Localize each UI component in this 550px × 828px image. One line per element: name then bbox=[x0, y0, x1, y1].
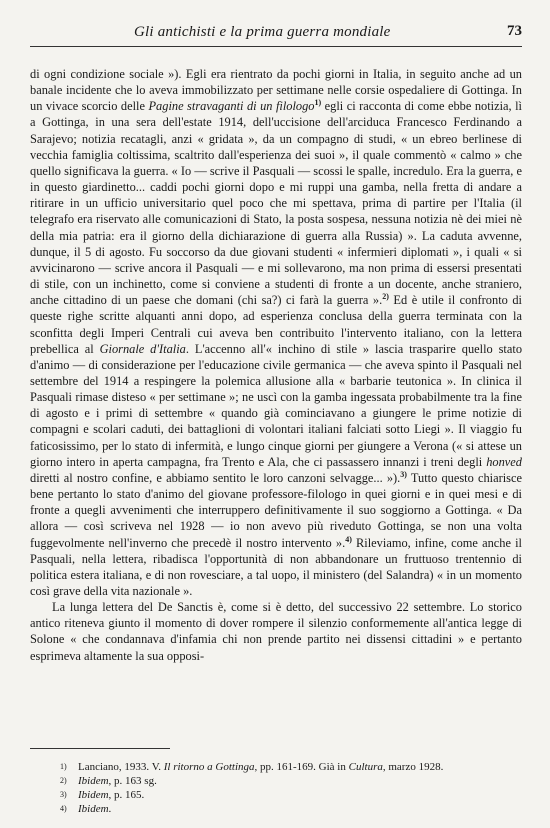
footnote-2: 2) Ibidem, p. 163 sg. bbox=[60, 775, 157, 787]
footnote-divider bbox=[30, 748, 170, 749]
page-header bbox=[30, 22, 522, 47]
footnote-ref-2: 2) bbox=[382, 292, 389, 302]
footnote-4: 4) Ibidem. bbox=[60, 803, 112, 815]
text-run: Tutto questo chiarisce bene pertanto lo stato d'animo del giovane professore-filologo in quei giorni e in quei mesi e di fronte a quegli avvenimenti che interruppero definitivamente il suo soggiorno a Gottinga. « Da allora — così scriveva nel 1928 — io non avevo più riveduto Gottinga, se non una volta fuggevolmente nell'inverno che precedè il nostro intervento ». bbox=[30, 470, 523, 550]
text-run: egli ci racconta di come ebbe notizia, lì a Gottinga, in una sera dell'estate 1914, dell'uccisione dell'arciduca Francesco Ferdinando a Sarajevo; notizia recatagli, anzi « gridata », da un compagno di studi, « un ebreo berlinese di vecchia famiglia coltissima, scaltrito dall'esperienza dei suoi », il quale commentò « calmo » che quello significava la guerra. « Io — scrive il Pasquali — scossi le spalle, incredulo. Era la guerra, e in questo giardinetto... caddi pochi giorni dopo e mi ruppi una gamba, nella fretta di andare a ritirare in un ufficio universitario quel poco che mi spettava, prima di partire per l'Italia (il telegrafo era riservato alle comunicazioni di Stato, la posta sospesa, nessuna notizia nè dei miei nè della mia patria: era il giorno della dichiarazione di guerra alla Russia) ». La caduta avvenne, dunque, il 5 di agosto. Fu soccorso da due giovani studenti « infermieri diplomati », i quali « si avvicinarono — scrive ancora il Pasquali — e mi sollevarono, ma non prima di essersi presentati di stile, con un inchinetto, come si conviene a studenti di fronte a un docente, anche straniero, anche cittadino di un paese che domani (chi sa?) ci farà la guerra ». bbox=[30, 99, 522, 308]
footnote-1: 1) Lanciano, 1933. V. Il ritorno a Gottinga, pp. 161-169. Già in Cultura, marzo 1928. bbox=[60, 761, 444, 773]
text-run: . L'accenno all'« inchino di stile » lascia trasparire quello stato d'animo — di considerazione per l'educazione civile germanica — che aveva spinto il Pasquali nel settembre del 1914 a respingere la polemica allusione alla « barbarie teutonica ». In clinica il Pasquali rimase disteso « per settimane »; ne uscì con la gamba ingessata probabilmente tra la fine di agosto e i primi di settembre « quando già cominciavano a giungere le prime notizie di compagni e scolari caduti, dei battaglioni di volontari italiani falciati sotto Liegi ». Il viaggio fu faticosissimo, per lo stato di infermità, e lungo cinque giorni per giungere a Verona (« si attese un giorno intero in aperta campagna, fra Trento e Ala, che ci passassero innanzi i treni degli bbox=[30, 341, 523, 469]
newspaper-title: Giornale d'Italia bbox=[99, 341, 186, 356]
text-run: Rileviamo, infine, come anche il Pasquali, nella lettera, ribadisca l'opportunità di non abbandonare un fruttuoso trentennio di politica estera italiana, e di non rovesciare, a tal uopo, il ministero (del Salandra) « in un momento così grave della vita nazionale ». bbox=[30, 535, 522, 598]
text-run: diretti al nostro confine, e abbiamo sentito le loro canzoni selvagge... »). bbox=[30, 470, 401, 485]
page-number: 73 bbox=[507, 23, 522, 39]
running-title: Gli antichisti e la prima guerra mondiale bbox=[134, 24, 391, 40]
footnote-3: 3) Ibidem, p. 165. bbox=[60, 789, 145, 801]
main-text bbox=[30, 66, 522, 664]
footnote-ref-1: 1) bbox=[314, 98, 322, 108]
paragraph-1 bbox=[30, 66, 522, 599]
book-title: Pagine stravaganti di un filologo bbox=[148, 99, 315, 114]
footnotes bbox=[60, 760, 522, 816]
footnote-ref-3: 3) bbox=[400, 469, 407, 479]
text-run: di ogni condizione sociale »). Egli era rientrato da pochi giorni in Italia, in seguito anche ad un banale incidente che lo aveva immobilizzato per settimane nelle corsie ospedaliere di Gottinga. In un vivace scorcio delle bbox=[30, 67, 522, 114]
italic-term: honved bbox=[486, 454, 522, 469]
text-run: Ed è utile il confronto di queste righe scritte alquanti anni dopo, ad esperienza conclusa della guerra terminata con la sconfitta degli Imperi Centrali cui aveva ben contribuito l'intervento italiano, con la lettera prebellica al bbox=[30, 293, 522, 356]
footnote-ref-4: 4) bbox=[345, 534, 352, 544]
paragraph-2: La lunga lettera del De Sanctis è, come si è detto, del successivo 22 settembre. Lo storico antico riteneva giunto il momento di dover rompere il silenzio conformemente all'antica legge di Solone « che condannava d'infamia chi non prende partito nei dissensi cittadini » e pertanto esprimeva altamente la sua opposi- bbox=[30, 600, 522, 663]
